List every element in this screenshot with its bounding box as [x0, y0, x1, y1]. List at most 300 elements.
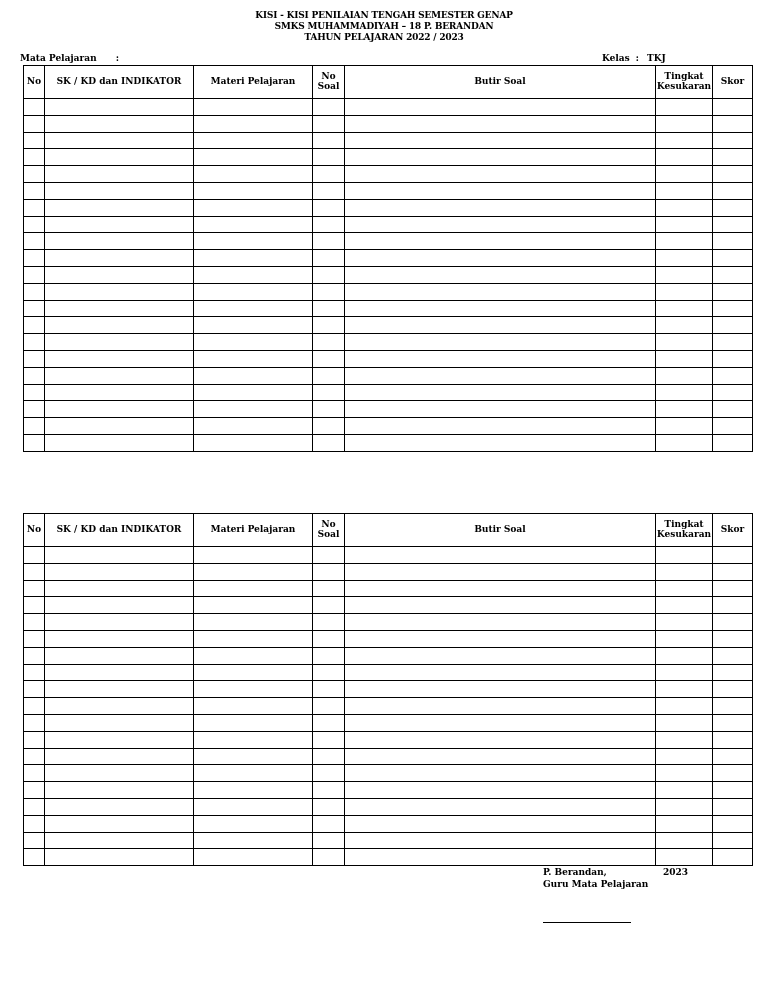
cell-tingkat-kesukaran[interactable]: [656, 647, 713, 664]
cell-sk-kd-indikator[interactable]: [45, 300, 194, 317]
cell-butir-soal[interactable]: [345, 182, 656, 199]
cell-no[interactable]: [24, 99, 45, 116]
cell-no[interactable]: [24, 199, 45, 216]
cell-skor[interactable]: [713, 115, 753, 132]
cell-tingkat-kesukaran[interactable]: [656, 782, 713, 799]
cell-sk-kd-indikator[interactable]: [45, 334, 194, 351]
cell-skor[interactable]: [713, 233, 753, 250]
cell-no-soal[interactable]: [313, 266, 345, 283]
cell-no[interactable]: [24, 563, 45, 580]
cell-tingkat-kesukaran[interactable]: [656, 664, 713, 681]
cell-skor[interactable]: [713, 367, 753, 384]
cell-no-soal[interactable]: [313, 300, 345, 317]
cell-skor[interactable]: [713, 99, 753, 116]
cell-skor[interactable]: [713, 300, 753, 317]
cell-no-soal[interactable]: [313, 681, 345, 698]
cell-skor[interactable]: [713, 748, 753, 765]
table-row: [24, 714, 753, 731]
cell-skor[interactable]: [713, 384, 753, 401]
cell-sk-kd-indikator[interactable]: [45, 597, 194, 614]
cell-butir-soal[interactable]: [345, 664, 656, 681]
cell-sk-kd-indikator[interactable]: [45, 418, 194, 435]
cell-skor[interactable]: [713, 563, 753, 580]
cell-tingkat-kesukaran[interactable]: [656, 849, 713, 866]
cell-sk-kd-indikator[interactable]: [45, 563, 194, 580]
cell-tingkat-kesukaran[interactable]: [656, 401, 713, 418]
cell-no-soal[interactable]: [313, 580, 345, 597]
cell-butir-soal[interactable]: [345, 815, 656, 832]
cell-tingkat-kesukaran[interactable]: [656, 714, 713, 731]
cell-sk-kd-indikator[interactable]: [45, 384, 194, 401]
cell-butir-soal[interactable]: [345, 731, 656, 748]
cell-butir-soal[interactable]: [345, 547, 656, 564]
cell-skor[interactable]: [713, 182, 753, 199]
cell-sk-kd-indikator[interactable]: [45, 647, 194, 664]
cell-no-soal[interactable]: [313, 216, 345, 233]
cell-skor[interactable]: [713, 765, 753, 782]
cell-materi-pelajaran[interactable]: [194, 563, 313, 580]
cell-butir-soal[interactable]: [345, 580, 656, 597]
table-row: [24, 597, 753, 614]
cell-no-soal[interactable]: [313, 765, 345, 782]
cell-butir-soal[interactable]: [345, 401, 656, 418]
cell-materi-pelajaran[interactable]: [194, 99, 313, 116]
cell-tingkat-kesukaran[interactable]: [656, 250, 713, 267]
cell-butir-soal[interactable]: [345, 283, 656, 300]
table-row: [24, 384, 753, 401]
cell-no[interactable]: [24, 681, 45, 698]
cell-butir-soal[interactable]: [345, 115, 656, 132]
cell-no-soal[interactable]: [313, 166, 345, 183]
column-header-skor: Skor: [713, 514, 753, 547]
cell-tingkat-kesukaran[interactable]: [656, 216, 713, 233]
cell-no-soal[interactable]: [313, 334, 345, 351]
cell-tingkat-kesukaran[interactable]: [656, 115, 713, 132]
cell-materi-pelajaran[interactable]: [194, 401, 313, 418]
cell-tingkat-kesukaran[interactable]: [656, 384, 713, 401]
cell-materi-pelajaran[interactable]: [194, 434, 313, 451]
cell-tingkat-kesukaran[interactable]: [656, 547, 713, 564]
cell-tingkat-kesukaran[interactable]: [656, 731, 713, 748]
cell-materi-pelajaran[interactable]: [194, 714, 313, 731]
cell-skor[interactable]: [713, 832, 753, 849]
cell-no-soal[interactable]: [313, 547, 345, 564]
cell-sk-kd-indikator[interactable]: [45, 832, 194, 849]
title-line-3: TAHUN PELAJARAN 2022 / 2023: [304, 33, 464, 43]
cell-sk-kd-indikator[interactable]: [45, 99, 194, 116]
column-header-tingkat-kesukaran: Tingkat Kesukaran: [656, 66, 713, 99]
cell-no[interactable]: [24, 300, 45, 317]
cell-no[interactable]: [24, 401, 45, 418]
cell-sk-kd-indikator[interactable]: [45, 434, 194, 451]
cell-sk-kd-indikator[interactable]: [45, 815, 194, 832]
cell-tingkat-kesukaran[interactable]: [656, 563, 713, 580]
cell-skor[interactable]: [713, 714, 753, 731]
cell-tingkat-kesukaran[interactable]: [656, 132, 713, 149]
cell-materi-pelajaran[interactable]: [194, 815, 313, 832]
cell-sk-kd-indikator[interactable]: [45, 681, 194, 698]
cell-skor[interactable]: [713, 782, 753, 799]
cell-skor[interactable]: [713, 664, 753, 681]
cell-butir-soal[interactable]: [345, 798, 656, 815]
cell-materi-pelajaran[interactable]: [194, 748, 313, 765]
cell-skor[interactable]: [713, 216, 753, 233]
column-header-materi-pelajaran: Materi Pelajaran: [194, 514, 313, 547]
cell-sk-kd-indikator[interactable]: [45, 115, 194, 132]
cell-sk-kd-indikator[interactable]: [45, 283, 194, 300]
cell-tingkat-kesukaran[interactable]: [656, 199, 713, 216]
cell-no-soal[interactable]: [313, 132, 345, 149]
cell-tingkat-kesukaran[interactable]: [656, 630, 713, 647]
cell-materi-pelajaran[interactable]: [194, 266, 313, 283]
cell-sk-kd-indikator[interactable]: [45, 401, 194, 418]
cell-tingkat-kesukaran[interactable]: [656, 300, 713, 317]
cell-tingkat-kesukaran[interactable]: [656, 748, 713, 765]
cell-sk-kd-indikator[interactable]: [45, 731, 194, 748]
cell-tingkat-kesukaran[interactable]: [656, 832, 713, 849]
cell-no-soal[interactable]: [313, 815, 345, 832]
cell-no-soal[interactable]: [313, 434, 345, 451]
cell-skor[interactable]: [713, 149, 753, 166]
cell-butir-soal[interactable]: [345, 149, 656, 166]
cell-no[interactable]: [24, 367, 45, 384]
cell-materi-pelajaran[interactable]: [194, 384, 313, 401]
cell-skor[interactable]: [713, 547, 753, 564]
cell-butir-soal[interactable]: [345, 832, 656, 849]
cell-skor[interactable]: [713, 698, 753, 715]
cell-skor[interactable]: [713, 334, 753, 351]
cell-skor[interactable]: [713, 350, 753, 367]
cell-sk-kd-indikator[interactable]: [45, 350, 194, 367]
cell-sk-kd-indikator[interactable]: [45, 199, 194, 216]
cell-no[interactable]: [24, 849, 45, 866]
cell-no-soal[interactable]: [313, 664, 345, 681]
cell-materi-pelajaran[interactable]: [194, 731, 313, 748]
cell-tingkat-kesukaran[interactable]: [656, 434, 713, 451]
cell-butir-soal[interactable]: [345, 350, 656, 367]
signature-role: Guru Mata Pelajaran: [543, 880, 649, 890]
cell-skor[interactable]: [713, 681, 753, 698]
cell-tingkat-kesukaran[interactable]: [656, 166, 713, 183]
cell-materi-pelajaran[interactable]: [194, 182, 313, 199]
cell-sk-kd-indikator[interactable]: [45, 580, 194, 597]
cell-butir-soal[interactable]: [345, 714, 656, 731]
cell-materi-pelajaran[interactable]: [194, 614, 313, 631]
cell-sk-kd-indikator[interactable]: [45, 614, 194, 631]
cell-skor[interactable]: [713, 250, 753, 267]
cell-no-soal[interactable]: [313, 233, 345, 250]
cell-no[interactable]: [24, 547, 45, 564]
cell-no[interactable]: [24, 832, 45, 849]
cell-sk-kd-indikator[interactable]: [45, 166, 194, 183]
cell-tingkat-kesukaran[interactable]: [656, 418, 713, 435]
cell-tingkat-kesukaran[interactable]: [656, 233, 713, 250]
cell-no-soal[interactable]: [313, 250, 345, 267]
cell-no-soal[interactable]: [313, 199, 345, 216]
table-row: [24, 647, 753, 664]
cell-butir-soal[interactable]: [345, 317, 656, 334]
cell-no[interactable]: [24, 317, 45, 334]
cell-materi-pelajaran[interactable]: [194, 216, 313, 233]
cell-materi-pelajaran[interactable]: [194, 832, 313, 849]
cell-sk-kd-indikator[interactable]: [45, 698, 194, 715]
cell-no-soal[interactable]: [313, 99, 345, 116]
cell-sk-kd-indikator[interactable]: [45, 266, 194, 283]
cell-sk-kd-indikator[interactable]: [45, 182, 194, 199]
cell-no-soal[interactable]: [313, 698, 345, 715]
column-header-butir-soal: Butir Soal: [345, 66, 656, 99]
cell-sk-kd-indikator[interactable]: [45, 233, 194, 250]
cell-no-soal[interactable]: [313, 647, 345, 664]
cell-sk-kd-indikator[interactable]: [45, 367, 194, 384]
cell-materi-pelajaran[interactable]: [194, 597, 313, 614]
cell-butir-soal[interactable]: [345, 266, 656, 283]
cell-skor[interactable]: [713, 798, 753, 815]
cell-butir-soal[interactable]: [345, 614, 656, 631]
cell-materi-pelajaran[interactable]: [194, 849, 313, 866]
cell-no-soal[interactable]: [313, 384, 345, 401]
cell-no[interactable]: [24, 233, 45, 250]
cell-no[interactable]: [24, 765, 45, 782]
cell-tingkat-kesukaran[interactable]: [656, 614, 713, 631]
cell-skor[interactable]: [713, 647, 753, 664]
cell-skor[interactable]: [713, 266, 753, 283]
cell-butir-soal[interactable]: [345, 216, 656, 233]
cell-no[interactable]: [24, 698, 45, 715]
cell-sk-kd-indikator[interactable]: [45, 216, 194, 233]
cell-tingkat-kesukaran[interactable]: [656, 580, 713, 597]
cell-no-soal[interactable]: [313, 401, 345, 418]
cell-butir-soal[interactable]: [345, 597, 656, 614]
table-row: [24, 367, 753, 384]
cell-no[interactable]: [24, 283, 45, 300]
cell-butir-soal[interactable]: [345, 782, 656, 799]
cell-butir-soal[interactable]: [345, 384, 656, 401]
cell-sk-kd-indikator[interactable]: [45, 149, 194, 166]
cell-no[interactable]: [24, 384, 45, 401]
cell-no[interactable]: [24, 250, 45, 267]
cell-skor[interactable]: [713, 731, 753, 748]
cell-no-soal[interactable]: [313, 630, 345, 647]
cell-sk-kd-indikator[interactable]: [45, 765, 194, 782]
cell-no[interactable]: [24, 434, 45, 451]
cell-materi-pelajaran[interactable]: [194, 115, 313, 132]
cell-skor[interactable]: [713, 434, 753, 451]
cell-materi-pelajaran[interactable]: [194, 580, 313, 597]
cell-tingkat-kesukaran[interactable]: [656, 149, 713, 166]
cell-no[interactable]: [24, 334, 45, 351]
cell-skor[interactable]: [713, 580, 753, 597]
cell-tingkat-kesukaran[interactable]: [656, 350, 713, 367]
cell-tingkat-kesukaran[interactable]: [656, 597, 713, 614]
cell-no[interactable]: [24, 350, 45, 367]
table-row: [24, 815, 753, 832]
cell-tingkat-kesukaran[interactable]: [656, 334, 713, 351]
table-row: [24, 832, 753, 849]
table-row: [24, 748, 753, 765]
cell-no-soal[interactable]: [313, 350, 345, 367]
cell-no[interactable]: [24, 182, 45, 199]
cell-no[interactable]: [24, 580, 45, 597]
cell-butir-soal[interactable]: [345, 233, 656, 250]
cell-materi-pelajaran[interactable]: [194, 367, 313, 384]
cell-no-soal[interactable]: [313, 832, 345, 849]
cell-no-soal[interactable]: [313, 748, 345, 765]
cell-butir-soal[interactable]: [345, 132, 656, 149]
cell-materi-pelajaran[interactable]: [194, 149, 313, 166]
cell-skor[interactable]: [713, 815, 753, 832]
cell-no[interactable]: [24, 166, 45, 183]
cell-no[interactable]: [24, 132, 45, 149]
cell-sk-kd-indikator[interactable]: [45, 547, 194, 564]
cell-no[interactable]: [24, 630, 45, 647]
cell-materi-pelajaran[interactable]: [194, 798, 313, 815]
cell-no-soal[interactable]: [313, 849, 345, 866]
cell-tingkat-kesukaran[interactable]: [656, 765, 713, 782]
cell-materi-pelajaran[interactable]: [194, 350, 313, 367]
cell-skor[interactable]: [713, 630, 753, 647]
cell-butir-soal[interactable]: [345, 748, 656, 765]
cell-no-soal[interactable]: [313, 563, 345, 580]
cell-sk-kd-indikator[interactable]: [45, 798, 194, 815]
subject-colon: :: [115, 54, 120, 64]
cell-materi-pelajaran[interactable]: [194, 630, 313, 647]
cell-no[interactable]: [24, 714, 45, 731]
cell-no-soal[interactable]: [313, 182, 345, 199]
cell-materi-pelajaran[interactable]: [194, 166, 313, 183]
cell-materi-pelajaran[interactable]: [194, 782, 313, 799]
cell-no[interactable]: [24, 798, 45, 815]
cell-tingkat-kesukaran[interactable]: [656, 798, 713, 815]
cell-tingkat-kesukaran[interactable]: [656, 681, 713, 698]
cell-no-soal[interactable]: [313, 614, 345, 631]
cell-no-soal[interactable]: [313, 418, 345, 435]
cell-butir-soal[interactable]: [345, 334, 656, 351]
cell-butir-soal[interactable]: [345, 698, 656, 715]
cell-no[interactable]: [24, 266, 45, 283]
cell-no[interactable]: [24, 216, 45, 233]
cell-sk-kd-indikator[interactable]: [45, 132, 194, 149]
table-row: [24, 731, 753, 748]
cell-no[interactable]: [24, 115, 45, 132]
cell-no[interactable]: [24, 664, 45, 681]
cell-sk-kd-indikator[interactable]: [45, 250, 194, 267]
cell-sk-kd-indikator[interactable]: [45, 664, 194, 681]
cell-butir-soal[interactable]: [345, 199, 656, 216]
cell-butir-soal[interactable]: [345, 367, 656, 384]
cell-skor[interactable]: [713, 849, 753, 866]
cell-no-soal[interactable]: [313, 597, 345, 614]
cell-no-soal[interactable]: [313, 317, 345, 334]
cell-materi-pelajaran[interactable]: [194, 681, 313, 698]
cell-materi-pelajaran[interactable]: [194, 283, 313, 300]
cell-materi-pelajaran[interactable]: [194, 300, 313, 317]
cell-butir-soal[interactable]: [345, 765, 656, 782]
cell-materi-pelajaran[interactable]: [194, 317, 313, 334]
cell-sk-kd-indikator[interactable]: [45, 630, 194, 647]
cell-no-soal[interactable]: [313, 714, 345, 731]
cell-tingkat-kesukaran[interactable]: [656, 99, 713, 116]
cell-butir-soal[interactable]: [345, 647, 656, 664]
cell-tingkat-kesukaran[interactable]: [656, 283, 713, 300]
cell-no[interactable]: [24, 782, 45, 799]
cell-butir-soal[interactable]: [345, 630, 656, 647]
cell-skor[interactable]: [713, 317, 753, 334]
cell-no[interactable]: [24, 149, 45, 166]
cell-butir-soal[interactable]: [345, 434, 656, 451]
cell-materi-pelajaran[interactable]: [194, 334, 313, 351]
cell-butir-soal[interactable]: [345, 99, 656, 116]
cell-tingkat-kesukaran[interactable]: [656, 815, 713, 832]
cell-no-soal[interactable]: [313, 283, 345, 300]
cell-skor[interactable]: [713, 418, 753, 435]
cell-materi-pelajaran[interactable]: [194, 418, 313, 435]
cell-no-soal[interactable]: [313, 731, 345, 748]
cell-no-soal[interactable]: [313, 115, 345, 132]
cell-sk-kd-indikator[interactable]: [45, 317, 194, 334]
cell-materi-pelajaran[interactable]: [194, 233, 313, 250]
cell-skor[interactable]: [713, 614, 753, 631]
cell-no-soal[interactable]: [313, 782, 345, 799]
cell-sk-kd-indikator[interactable]: [45, 748, 194, 765]
cell-butir-soal[interactable]: [345, 418, 656, 435]
cell-no[interactable]: [24, 748, 45, 765]
class-field: [602, 54, 666, 64]
cell-butir-soal[interactable]: [345, 166, 656, 183]
cell-tingkat-kesukaran[interactable]: [656, 182, 713, 199]
cell-butir-soal[interactable]: [345, 250, 656, 267]
cell-skor[interactable]: [713, 166, 753, 183]
cell-materi-pelajaran[interactable]: [194, 199, 313, 216]
cell-no[interactable]: [24, 731, 45, 748]
table-row: [24, 334, 753, 351]
cell-no[interactable]: [24, 815, 45, 832]
cell-skor[interactable]: [713, 401, 753, 418]
cell-skor[interactable]: [713, 132, 753, 149]
table-row: [24, 580, 753, 597]
cell-sk-kd-indikator[interactable]: [45, 849, 194, 866]
cell-tingkat-kesukaran[interactable]: [656, 698, 713, 715]
cell-tingkat-kesukaran[interactable]: [656, 367, 713, 384]
cell-no[interactable]: [24, 418, 45, 435]
cell-butir-soal[interactable]: [345, 681, 656, 698]
cell-tingkat-kesukaran[interactable]: [656, 266, 713, 283]
cell-materi-pelajaran[interactable]: [194, 664, 313, 681]
cell-materi-pelajaran[interactable]: [194, 698, 313, 715]
cell-butir-soal[interactable]: [345, 563, 656, 580]
cell-sk-kd-indikator[interactable]: [45, 714, 194, 731]
cell-skor[interactable]: [713, 597, 753, 614]
cell-skor[interactable]: [713, 199, 753, 216]
cell-no-soal[interactable]: [313, 149, 345, 166]
cell-materi-pelajaran[interactable]: [194, 132, 313, 149]
cell-butir-soal[interactable]: [345, 300, 656, 317]
cell-skor[interactable]: [713, 283, 753, 300]
cell-no-soal[interactable]: [313, 367, 345, 384]
cell-butir-soal[interactable]: [345, 849, 656, 866]
cell-materi-pelajaran[interactable]: [194, 647, 313, 664]
cell-no-soal[interactable]: [313, 798, 345, 815]
cell-materi-pelajaran[interactable]: [194, 250, 313, 267]
table-row: [24, 317, 753, 334]
cell-no[interactable]: [24, 647, 45, 664]
cell-materi-pelajaran[interactable]: [194, 547, 313, 564]
cell-tingkat-kesukaran[interactable]: [656, 317, 713, 334]
cell-materi-pelajaran[interactable]: [194, 765, 313, 782]
cell-no[interactable]: [24, 597, 45, 614]
cell-sk-kd-indikator[interactable]: [45, 782, 194, 799]
cell-no[interactable]: [24, 614, 45, 631]
